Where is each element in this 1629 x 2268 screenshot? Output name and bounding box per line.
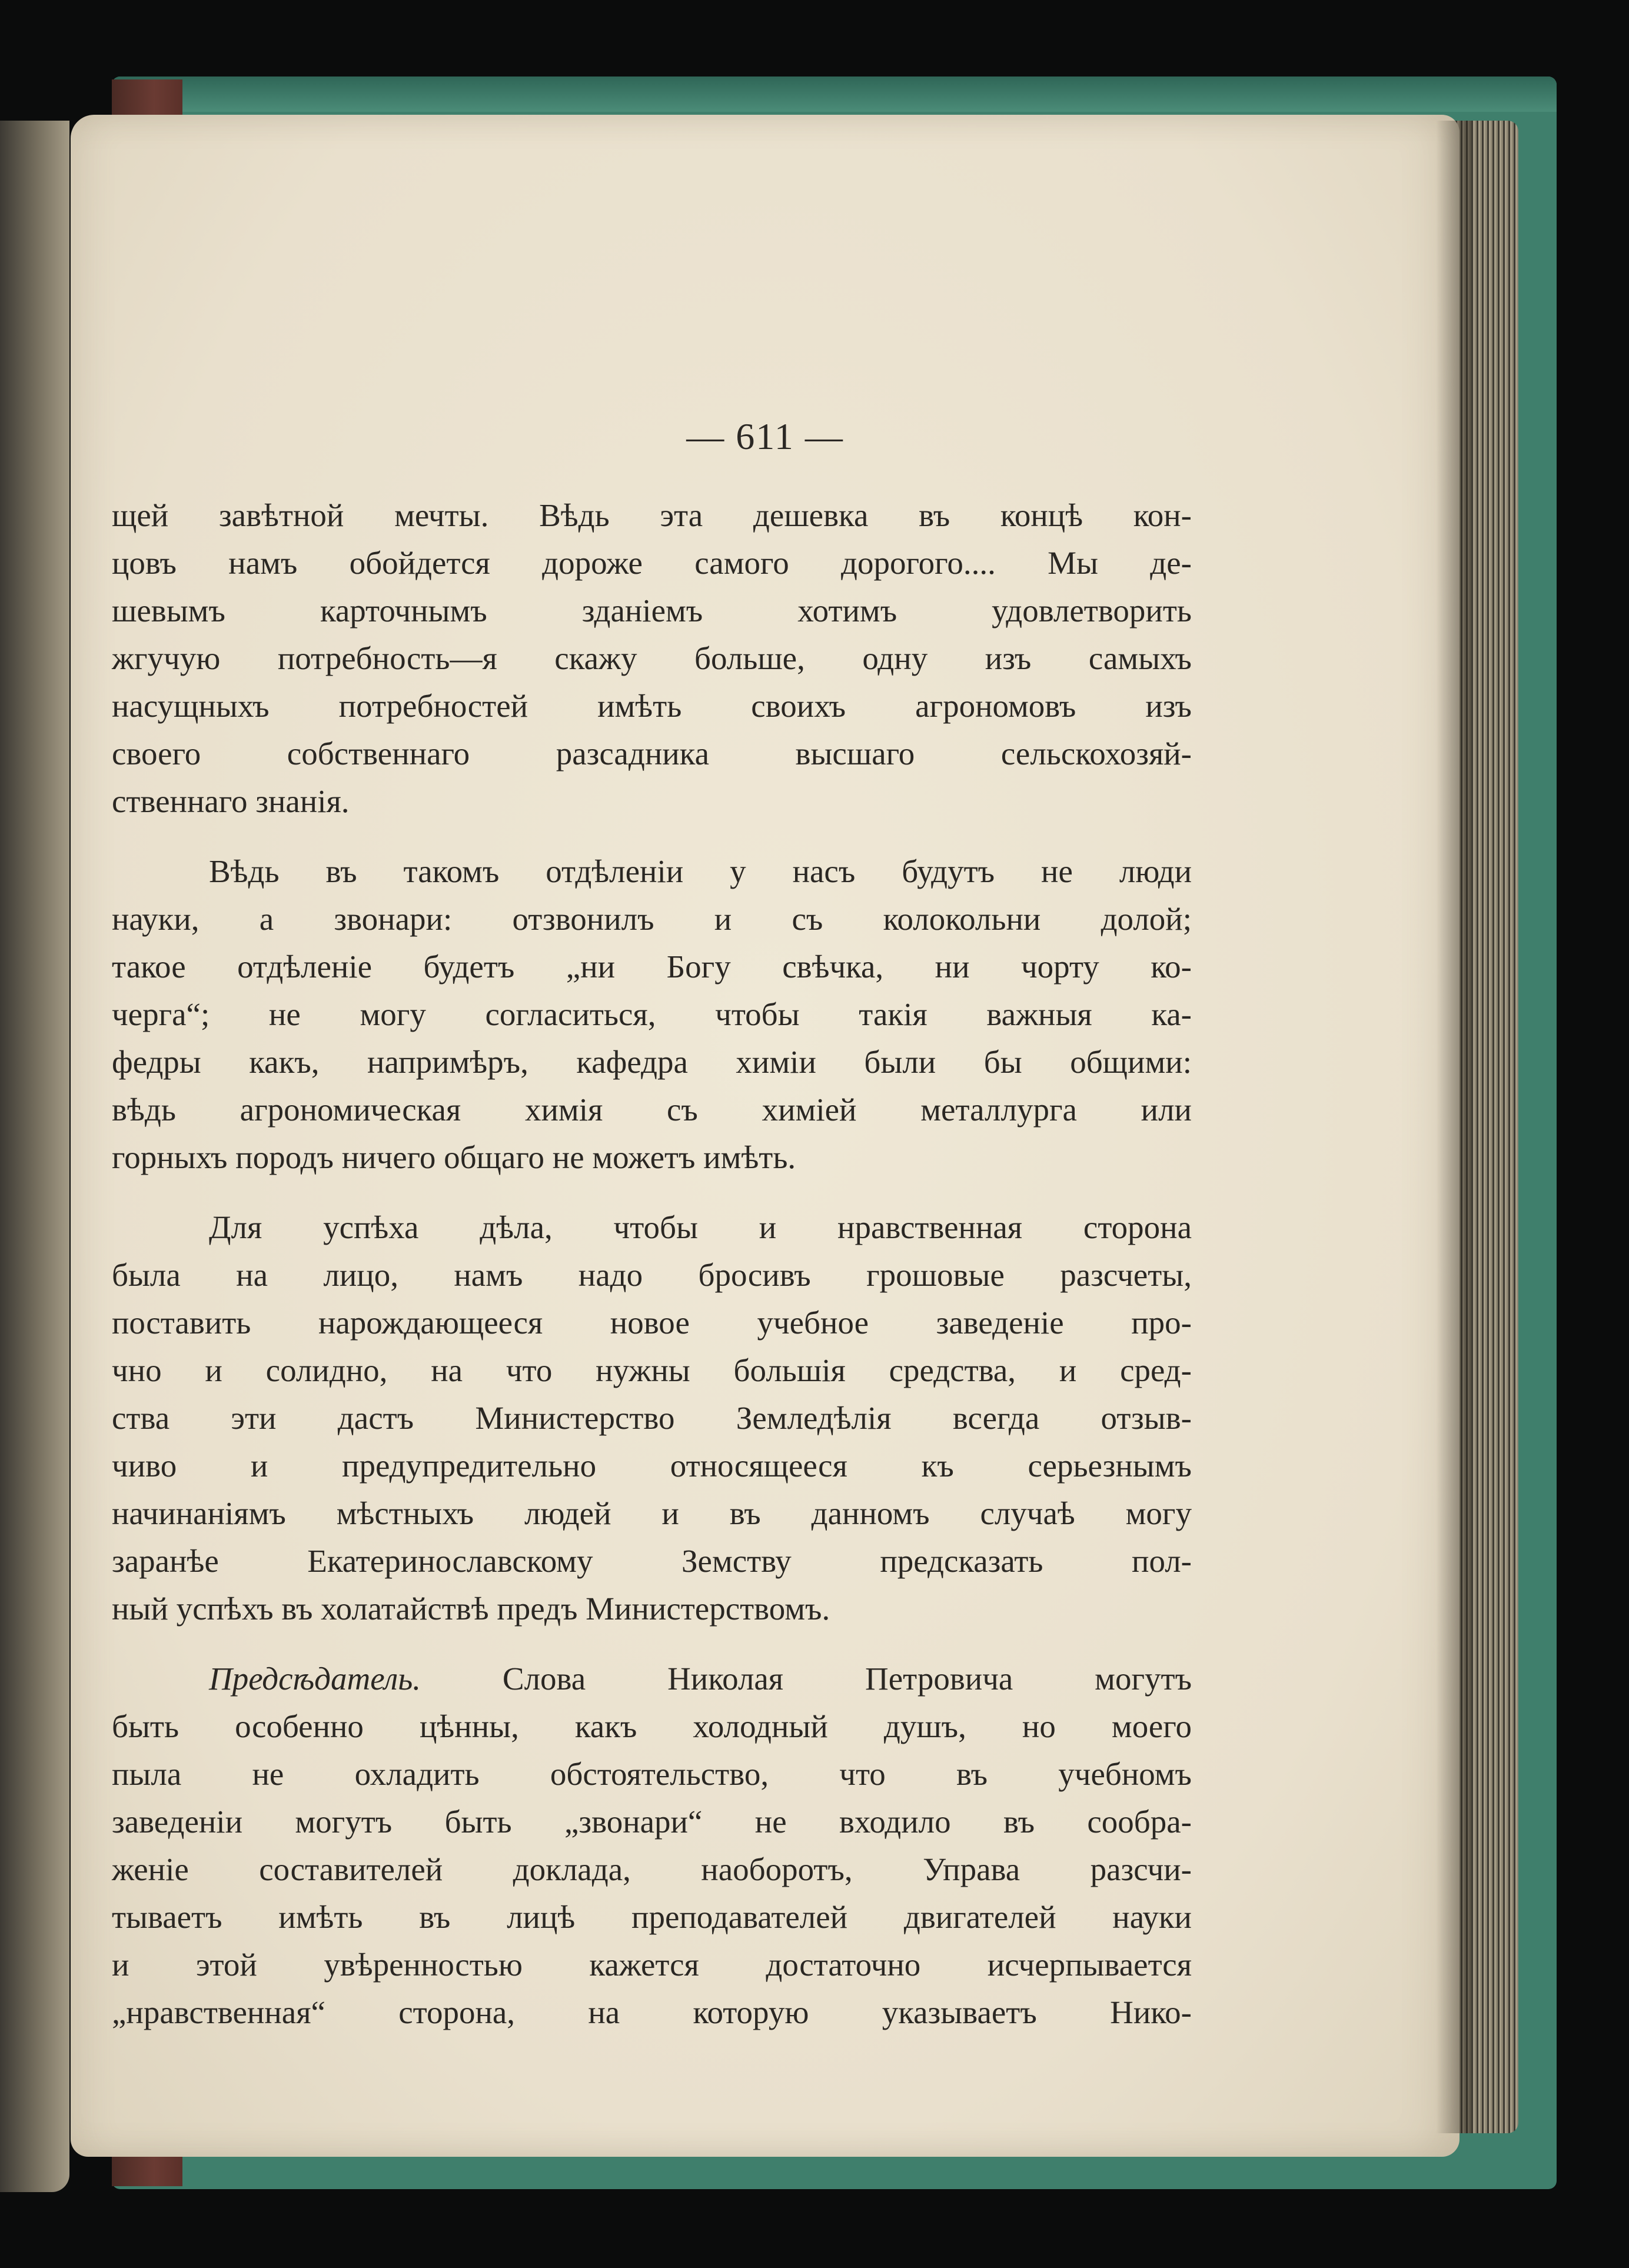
page-number: — 611 — [686, 415, 844, 457]
text-line: Вѣдь въ такомъ отдѣленіи у насъ будутъ не люди [209, 853, 1192, 889]
paragraph-1 [112, 491, 1192, 825]
text-line: Для успѣха дѣла, чтобы и нравственная сторона [209, 1209, 1192, 1245]
paragraph-gap [112, 1181, 1192, 1203]
paragraph-gap [112, 1632, 1192, 1655]
text-line: чно и солидно, на что нужны большія средства, и сред- [112, 1352, 1192, 1388]
text-line: науки, а звонари: отзвонилъ и съ колокольни долой; [112, 901, 1192, 937]
text-line: ственнаго знанія. [112, 783, 350, 819]
text-line: вѣдь агрономическая химія съ химіей металлурга или [112, 1092, 1192, 1128]
text-line: щей завѣтной мечты. Вѣдь эта дешевка въ концѣ кон- [112, 497, 1192, 533]
text-line: ства эти дастъ Министерство Земледѣлія всегда отзыв- [112, 1400, 1192, 1436]
page-gutter-shadow [1436, 121, 1471, 2133]
facing-page-edge [0, 121, 69, 2192]
paragraph-2 [112, 847, 1192, 1181]
text-line: была на лицо, намъ надо бросивъ грошовые разсчеты, [112, 1257, 1192, 1293]
text-line: такое отдѣленіе будетъ „ни Богу свѣчка, ни чорту ко- [112, 949, 1192, 985]
text-line: горныхъ породъ ничего общаго не можетъ имѣть. [112, 1139, 796, 1175]
book-page [71, 115, 1460, 2157]
text-line: шевымъ карточнымъ зданіемъ хотимъ удовлетворить [112, 593, 1192, 628]
text-line: федры какъ, напримѣръ, кафедра химіи были бы общими: [112, 1044, 1192, 1080]
paragraph-4 [112, 1655, 1192, 2036]
text-line: насущныхъ потребностей имѣть своихъ агрономовъ изъ [112, 688, 1192, 724]
speaker-name: Предсѣдатель. [209, 1661, 421, 1697]
paragraph-3 [112, 1203, 1192, 1632]
text-line: ный успѣхъ въ холатайствѣ предъ Министерствомъ. [112, 1591, 830, 1627]
book-cover-top-edge [112, 77, 1557, 112]
text-line: пыла не охладить обстоятельство, что въ учебномъ [112, 1756, 1192, 1792]
text-line: быть особенно цѣнны, какъ холодный душъ, но моего [112, 1708, 1192, 1744]
text-line: черга“; не могу согласиться, чтобы такія важныя ка- [112, 996, 1192, 1032]
text-line: и этой увѣренностью кажется достаточно исчерпывается [112, 1947, 1192, 1983]
text-line: женіе составителей доклада, наоборотъ, Управа разсчи- [112, 1851, 1192, 1887]
text-line: заранѣе Екатеринославскому Земству предсказать пол- [112, 1543, 1192, 1579]
paragraph-gap [112, 825, 1192, 847]
text-line: цовъ намъ обойдется дороже самого дорогого.... Мы де- [112, 545, 1192, 581]
text-line [112, 1655, 1192, 1702]
text-line: „нравственная“ сторона, на которую указываетъ Нико- [112, 1994, 1192, 2030]
speaker-line-rest: Слова Николая Петровича могутъ [502, 1661, 1192, 1697]
text-line: тываетъ имѣть въ лицѣ преподавателей двигателей науки [112, 1899, 1192, 1935]
text-line: чиво и предупредительно относящееся къ серьезнымъ [112, 1448, 1192, 1484]
page-text [112, 491, 1192, 2036]
text-line: поставить нарождающееся новое учебное заведеніе про- [112, 1305, 1192, 1341]
text-line: заведеніи могутъ быть „звонари“ не входило въ сообра- [112, 1804, 1192, 1840]
text-line: начинаніямъ мѣстныхъ людей и въ данномъ случаѣ могу [112, 1495, 1192, 1531]
text-line: своего собственнаго разсадника высшаго сельскохозяй- [112, 736, 1192, 771]
text-line: жгучую потребность—я скажу больше, одну изъ самыхъ [112, 640, 1192, 676]
